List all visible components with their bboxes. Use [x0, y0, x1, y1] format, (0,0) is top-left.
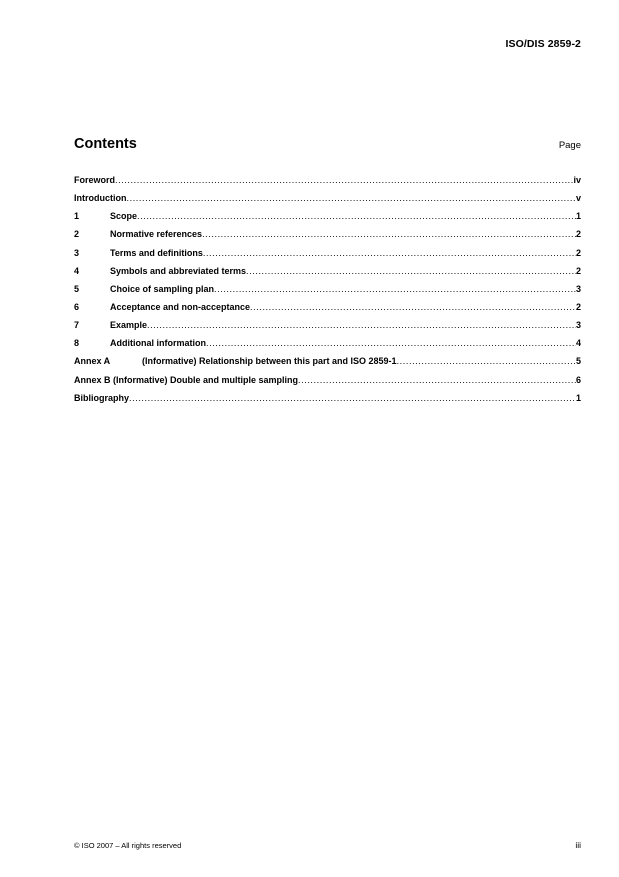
toc-dot-leader — [298, 375, 576, 385]
page-footer — [74, 840, 581, 850]
toc-dot-leader — [250, 302, 576, 312]
contents-header — [74, 136, 581, 152]
toc-entry-page: 5 — [575, 356, 581, 367]
toc-entry-title: Acceptance and non-acceptance — [110, 301, 251, 312]
toc-entry-annex-a[interactable] — [74, 356, 581, 374]
copyright-notice: © ISO 2007 – All rights reserved — [74, 841, 182, 850]
toc-entry-page: 1 — [575, 211, 581, 222]
toc-dot-leader — [246, 266, 576, 276]
toc-entry-number: Annex A — [74, 356, 111, 367]
toc-entry-page: 6 — [575, 374, 581, 385]
toc-entry-terms-and-definitions[interactable] — [74, 248, 581, 266]
toc-entry-page: iv — [573, 175, 581, 185]
toc-entry-page: 2 — [575, 229, 581, 240]
toc-dot-leader — [397, 356, 576, 366]
toc-entry-title: Annex B (Informative) Double and multiple sampling — [74, 374, 299, 385]
toc-entry-page: 4 — [575, 338, 581, 349]
toc-entry-annex-b[interactable] — [74, 375, 581, 393]
table-of-contents — [74, 175, 581, 411]
toc-dot-leader — [129, 393, 576, 403]
toc-entry-page: 1 — [575, 392, 581, 403]
toc-entry-title: Terms and definitions — [110, 247, 203, 258]
toc-entry-number: 6 — [74, 301, 80, 312]
toc-entry-acceptance-and-non-acceptance[interactable] — [74, 302, 581, 320]
toc-dot-leader — [127, 193, 576, 203]
toc-entry-page: 2 — [575, 247, 581, 258]
toc-entry-page: v — [575, 193, 581, 204]
toc-entry-number: 2 — [74, 229, 80, 240]
toc-entry-page: 3 — [575, 283, 581, 294]
contents-title: Contents — [74, 136, 137, 152]
toc-entry-title: Choice of sampling plan — [110, 283, 215, 294]
toc-dot-leader — [206, 338, 576, 348]
toc-entry-number: 8 — [74, 338, 80, 349]
toc-entry-title: Additional information — [110, 338, 206, 349]
toc-entry-number: 4 — [74, 265, 80, 276]
page-number: iii — [575, 840, 581, 850]
toc-entry-title: Normative references — [110, 229, 203, 240]
page-column-label: Page — [558, 140, 581, 151]
toc-entry-scope[interactable] — [74, 211, 581, 229]
toc-entry-page: 2 — [575, 265, 581, 276]
toc-entry-symbols-and-abbreviated-terms[interactable] — [74, 266, 581, 284]
toc-entry-normative-references[interactable] — [74, 229, 581, 247]
toc-entry-title: Symbols and abbreviated terms — [110, 265, 247, 276]
toc-entry-choice-of-sampling-plan[interactable] — [74, 284, 581, 302]
toc-entry-title: Foreword — [74, 175, 116, 185]
toc-entry-page: 3 — [575, 320, 581, 331]
toc-entry-bibliography[interactable] — [74, 393, 581, 411]
toc-entry-number: 5 — [74, 283, 80, 294]
toc-dot-leader — [147, 320, 576, 330]
document-id: ISO/DIS 2859-2 — [505, 38, 581, 50]
toc-entry-additional-information[interactable] — [74, 338, 581, 356]
toc-entry-number: 1 — [74, 211, 80, 222]
toc-dot-leader — [203, 248, 576, 258]
toc-entry-number: 7 — [74, 320, 80, 331]
toc-dot-leader — [214, 284, 576, 294]
toc-entry-title: Scope — [110, 211, 138, 222]
toc-dot-leader — [202, 229, 576, 239]
toc-entry-foreword[interactable] — [74, 175, 581, 193]
toc-entry-introduction[interactable] — [74, 193, 581, 211]
toc-entry-title: Introduction — [74, 193, 127, 204]
toc-entry-title: (Informative) Relationship between this part and ISO 2859-1 — [142, 356, 397, 367]
toc-dot-leader — [115, 175, 573, 185]
toc-entry-example[interactable] — [74, 320, 581, 338]
toc-entry-page: 2 — [575, 301, 581, 312]
toc-entry-title: Bibliography — [74, 392, 130, 403]
toc-dot-leader — [137, 211, 576, 221]
toc-entry-title: Example — [110, 320, 148, 331]
toc-entry-number: 3 — [74, 247, 80, 258]
